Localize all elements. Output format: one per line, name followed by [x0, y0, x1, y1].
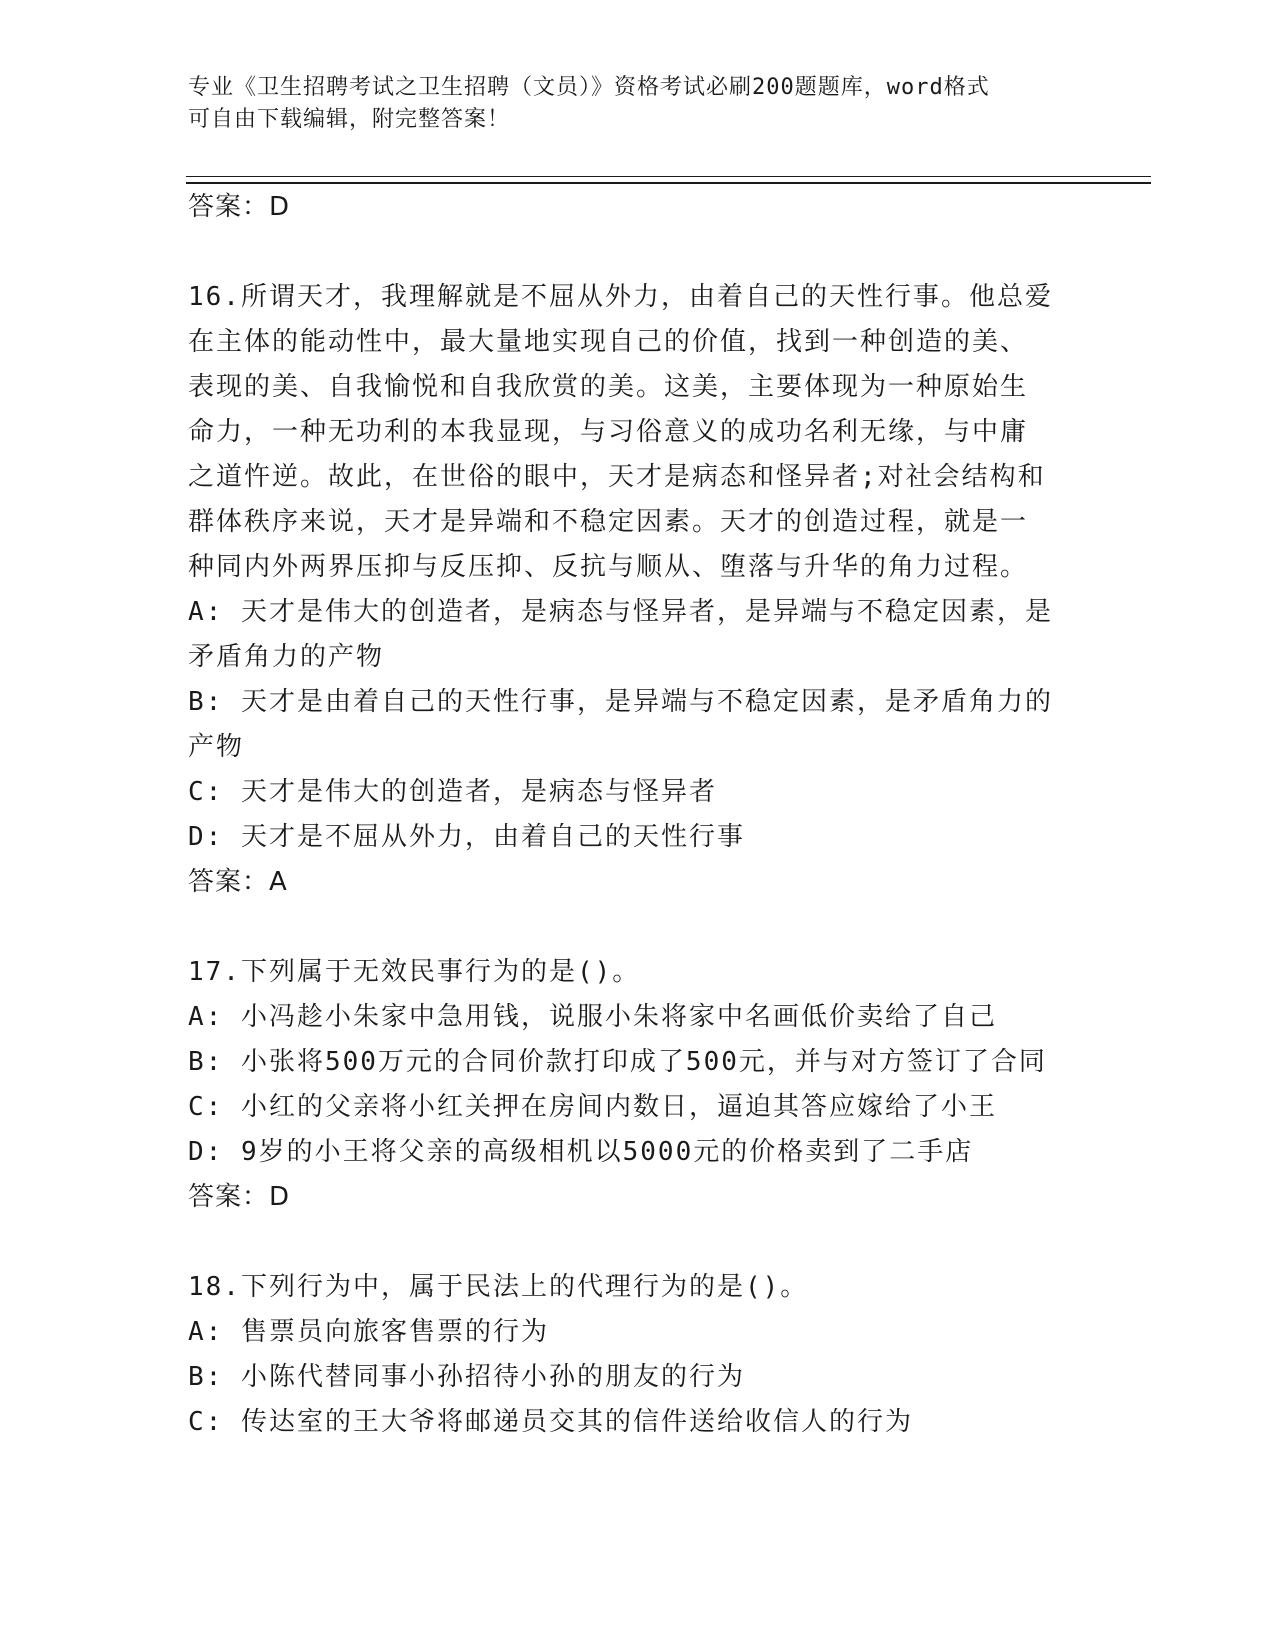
question-16-option-b: B: 天才是由着自己的天性行事，是异端与不稳定因素，是矛盾角力的: [188, 687, 1053, 717]
question-16-stem-line: 群体秩序来说，天才是异端和不稳定因素。天才的创造过程，就是一: [188, 507, 1029, 537]
question-18-stem: 18.下列行为中，属于民法上的代理行为的是()。: [188, 1272, 809, 1302]
document-header: [188, 72, 1068, 136]
spacer: [188, 230, 1088, 275]
spacer: [188, 905, 1088, 950]
question-17-stem: 17.下列属于无效民事行为的是()。: [188, 957, 641, 987]
header-divider-thin: [186, 176, 1151, 177]
question-16-stem-line: 16.所谓天才，我理解就是不屈从外力，由着自己的天性行事。他总爱: [188, 282, 1053, 312]
question-17-option-b: B: 小张将500万元的合同价款打印成了500元，并与对方签订了合同: [188, 1047, 1047, 1077]
question-16-stem-line: 表现的美、自我愉悦和自我欣赏的美。这美，主要体现为一种原始生: [188, 372, 1029, 402]
spacer: [188, 1220, 1088, 1265]
question-16-option-d: D: 天才是不屈从外力，由着自己的天性行事: [188, 822, 745, 852]
header-divider-thick: [186, 182, 1151, 184]
question-16-stem-line: 之道忤逆。故此，在世俗的眼中，天才是病态和怪异者;对社会结构和: [188, 462, 1046, 492]
question-16-stem-line: 在主体的能动性中，最大量地实现自己的价值，找到一种创造的美、: [188, 327, 1029, 357]
question-18-option-a: A: 售票员向旅客售票的行为: [188, 1317, 549, 1347]
question-16-option-a: A: 天才是伟大的创造者，是病态与怪异者，是异端与不稳定因素，是: [188, 597, 1053, 627]
question-17-option-a: A: 小冯趁小朱家中急用钱，说服小朱将家中名画低价卖给了自己: [188, 1002, 997, 1032]
header-title-line-1: 专业《卫生招聘考试之卫生招聘（文员）》资格考试必刷200题题库，word格式: [188, 75, 990, 100]
previous-answer: 答案：D: [188, 192, 291, 222]
question-17-option-d: D: 9岁的小王将父亲的高级相机以5000元的价格卖到了二手店: [188, 1137, 974, 1167]
question-16-option-a-cont: 矛盾角力的产物: [188, 642, 385, 672]
question-17: [188, 950, 1088, 1220]
question-17-answer: 答案：D: [188, 1182, 291, 1212]
question-17-option-c: C: 小红的父亲将小红关押在房间内数日，逼迫其答应嫁给了小王: [188, 1092, 997, 1122]
question-18: [188, 1265, 1088, 1445]
question-16-answer: 答案：A: [188, 867, 288, 897]
question-16: [188, 275, 1088, 905]
question-16-stem-line: 命力，一种无功利的本我显现，与习俗意义的成功名利无缘，与中庸: [188, 417, 1029, 447]
header-title-line-2: 可自由下载编辑，附完整答案！: [188, 107, 511, 132]
question-16-stem-line: 种同内外两界压抑与反压抑、反抗与顺从、堕落与升华的角力过程。: [188, 552, 1029, 582]
question-content: [188, 185, 1088, 1445]
question-18-option-b: B: 小陈代替同事小孙招待小孙的朋友的行为: [188, 1362, 745, 1392]
question-16-option-c: C: 天才是伟大的创造者，是病态与怪异者: [188, 777, 717, 807]
question-18-option-c: C: 传达室的王大爷将邮递员交其的信件送给收信人的行为: [188, 1407, 913, 1437]
question-16-option-b-cont: 产物: [188, 732, 245, 762]
